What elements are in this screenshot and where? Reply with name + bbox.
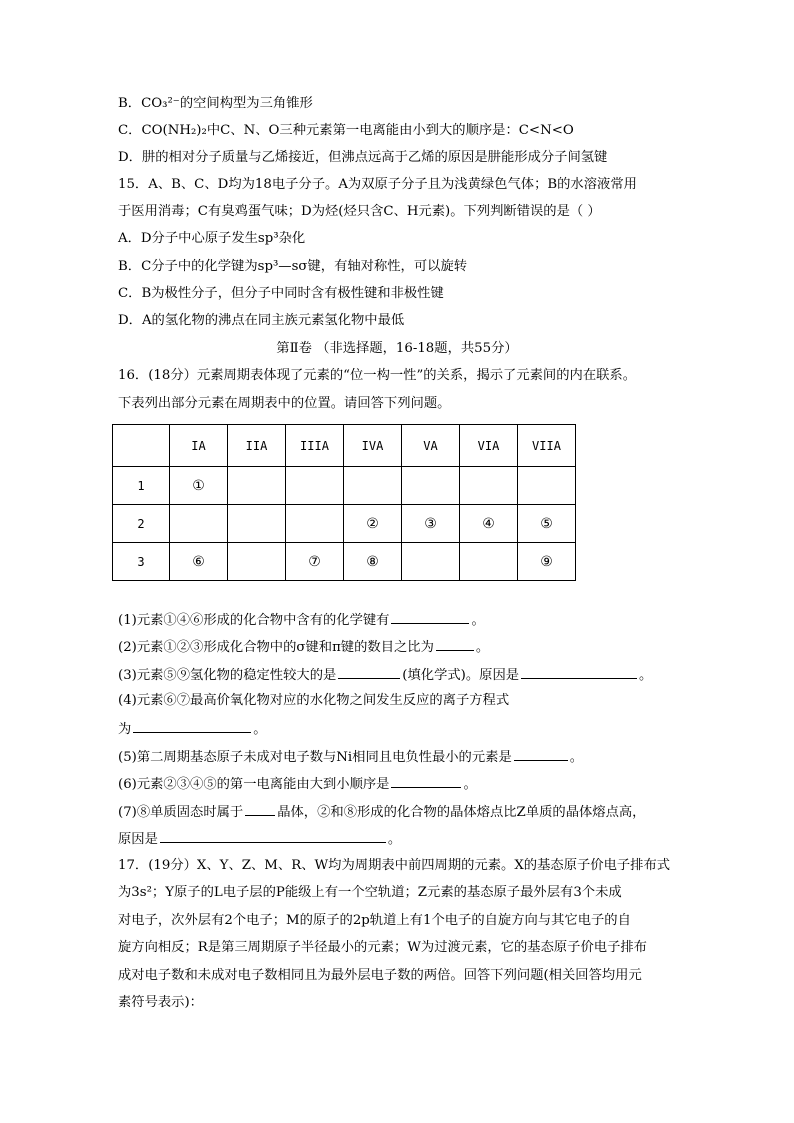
q16-sub6-end: 。 <box>463 777 477 792</box>
q15-option-b: B．C分子中的化学键为sp³—sσ键，有轴对称性，可以旋转 <box>118 259 468 274</box>
table-header-row <box>113 425 576 467</box>
table-cell <box>228 467 286 505</box>
table-cell: ⑥ <box>170 543 228 581</box>
q16-sub3-end: 。 <box>639 668 653 683</box>
table-header-cell: IA <box>170 425 228 467</box>
table-cell <box>460 467 518 505</box>
q16-sub2-end: 。 <box>475 640 490 655</box>
q16-sub5-end: 。 <box>569 750 584 765</box>
section-2-title: 第Ⅱ卷 （非选择题，16-18题，共55分） <box>276 341 518 356</box>
table-header-cell: IIA <box>228 425 286 467</box>
q16-sub4-text: 为 <box>118 722 132 737</box>
table-cell <box>286 505 344 543</box>
table-cell: 3 <box>113 543 170 581</box>
q15-option-d: D．A的氢化物的沸点在同主族元素氢化物中最低 <box>118 313 405 328</box>
q16-sub2 <box>118 637 489 657</box>
q15-option-a: A．D分子中心原子发生sp³杂化 <box>118 231 306 246</box>
q14-option-d: D．肼的相对分子质量与乙烯接近，但沸点远高于乙烯的原因是肼能形成分子间氢键 <box>118 150 608 165</box>
table-header-cell: VIIA <box>518 425 576 467</box>
table-header-cell: VIA <box>460 425 518 467</box>
answer-blank[interactable] <box>245 802 275 816</box>
table-cell: ⑦ <box>286 543 344 581</box>
q16-sub7-text: (7)⑧单质固态时属于 <box>118 805 244 820</box>
table-cell: ② <box>344 505 402 543</box>
table-header-cell <box>113 425 170 467</box>
q16-sub4-line2 <box>118 719 267 739</box>
answer-blank[interactable] <box>338 665 400 679</box>
q16-stem-line2: 下表列出部分元素在周期表中的位置。请回答下列问题。 <box>118 396 451 411</box>
table-cell <box>228 543 286 581</box>
q14-option-c: C．CO(NH₂)₂中C、N、O三种元素第一电离能由小到大的顺序是：C<N<O <box>118 123 574 138</box>
answer-blank[interactable] <box>133 719 251 733</box>
q17-line4: 旋方向相反；R是第三周期原子半径最小的元素；W为过渡元素，它的基态原子价电子排布 <box>118 940 647 955</box>
table-cell: ③ <box>402 505 460 543</box>
table-cell <box>402 543 460 581</box>
table-cell: ⑨ <box>518 543 576 581</box>
table-cell <box>286 467 344 505</box>
q15-stem-line2: 于医用消毒；C有臭鸡蛋气味；D为烃(烃只含C、H元素)。下列判断错误的是（ ） <box>118 204 601 219</box>
table-cell: ① <box>170 467 228 505</box>
q17-line2: 为3s²；Y原子的L电子层的P能级上有一个空轨道；Z元素的基态原子最外层有3个未成 <box>118 885 622 900</box>
table-cell: ⑤ <box>518 505 576 543</box>
answer-blank[interactable] <box>514 747 568 761</box>
table-cell <box>518 467 576 505</box>
periodic-table <box>112 424 576 581</box>
table-cell <box>228 505 286 543</box>
table-cell: ⑧ <box>344 543 402 581</box>
table-cell: ④ <box>460 505 518 543</box>
q16-sub5-text: (5)第二周期基态原子未成对电子数与Ni相同且电负性最小的元素是 <box>118 750 512 765</box>
q16-sub7-line1 <box>118 802 645 822</box>
q14-option-b: B．CO₃²⁻的空间构型为三角锥形 <box>118 96 313 111</box>
q16-sub6-text: (6)元素②③④⑤的第一电离能由大到小顺序是 <box>118 777 390 792</box>
table-header-cell: VA <box>402 425 460 467</box>
q16-sub5 <box>118 747 583 767</box>
q17-line3: 对电子，次外层有2个电子；M的原子的2p轨道上有1个电子的自旋方向与其它电子的自 <box>118 913 631 928</box>
q17-line5: 成对电子数和未成对电子数相同且为最外层电子数的两倍。回答下列问题(相关回答均用元 <box>118 968 642 983</box>
q16-sub2-text: (2)元素①②③形成化合物中的σ键和π键的数目之比为 <box>118 640 434 655</box>
q16-sub1 <box>118 610 485 630</box>
q16-sub7-mid: 晶体，②和⑧形成的化合物的晶体熔点比Z单质的晶体熔点高， <box>277 805 646 820</box>
q16-sub6 <box>118 774 477 794</box>
table-header-cell: IIIA <box>286 425 344 467</box>
table-cell: 1 <box>113 467 170 505</box>
q15-option-c: C．B为极性分子，但分子中同时含有极性键和非极性键 <box>118 286 444 301</box>
q16-sub3 <box>118 665 652 685</box>
q16-sub4-line1: (4)元素⑥⑦最高价氧化物对应的水化物之间发生反应的离子方程式 <box>118 693 510 708</box>
q17-line1: 17．(19分）X、Y、Z、M、R、W均为周期表中前四周期的元素。X的基态原子价电子排布式 <box>118 858 671 873</box>
table-row <box>113 543 576 581</box>
answer-blank[interactable] <box>436 637 474 651</box>
q16-sub4-end: 。 <box>253 722 267 737</box>
q16-sub7-end: 。 <box>387 832 402 847</box>
table-cell <box>344 467 402 505</box>
answer-blank[interactable] <box>391 774 461 788</box>
q16-sub3-mid: (填化学式)。原因是 <box>402 668 520 683</box>
table-cell <box>170 505 228 543</box>
table-cell: 2 <box>113 505 170 543</box>
table-row <box>113 467 576 505</box>
q17-line6: 素符号表示)： <box>118 995 203 1010</box>
answer-blank[interactable] <box>391 610 469 624</box>
q16-sub3-text: (3)元素⑤⑨氢化物的稳定性较大的是 <box>118 668 337 683</box>
answer-blank[interactable] <box>521 665 637 679</box>
table-header-cell: IVA <box>344 425 402 467</box>
q16-sub7-line2 <box>118 829 401 849</box>
table-cell <box>460 543 518 581</box>
table-row <box>113 505 576 543</box>
q16-sub1-text: (1)元素①④⑥形成的化合物中含有的化学键有 <box>118 613 390 628</box>
table-cell <box>402 467 460 505</box>
q16-stem-line1: 16．(18分）元素周期表体现了元素的“位一构一性”的关系，揭示了元素间的内在联系。 <box>118 368 637 383</box>
q15-stem-line1: 15．A、B、C、D均为18电子分子。A为双原子分子且为浅黄绿色气体；B的水溶液常用 <box>118 177 637 192</box>
answer-blank[interactable] <box>160 829 386 843</box>
q16-sub7-reason: 原因是 <box>118 832 158 847</box>
q16-sub1-end: 。 <box>471 613 485 628</box>
